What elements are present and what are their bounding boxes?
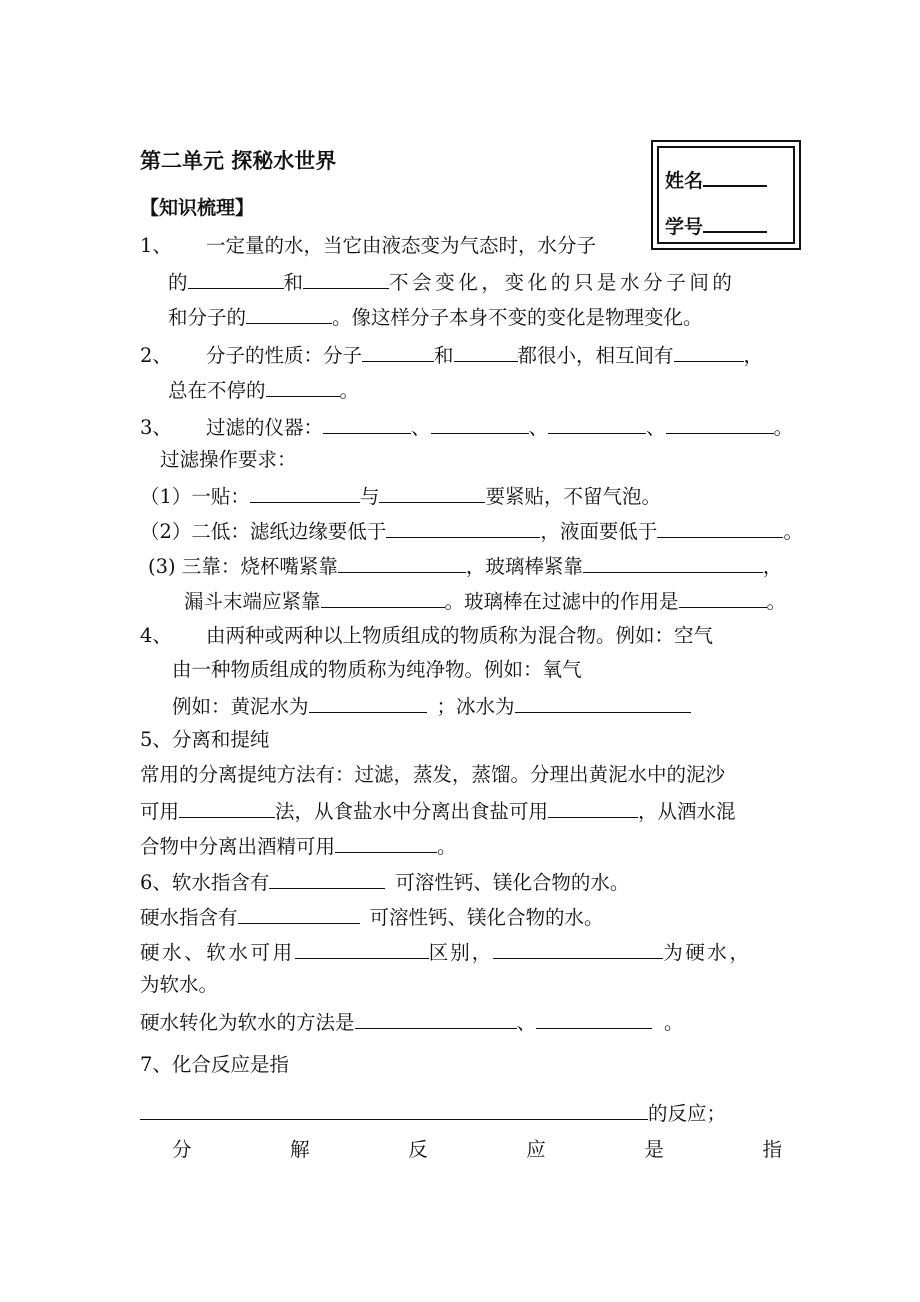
blank[interactable] — [379, 482, 485, 503]
text: 为硬水， — [663, 941, 752, 964]
text: 可溶性钙、镁化合物的水。 — [395, 871, 630, 894]
text: 应 — [526, 1138, 546, 1161]
text: 区别， — [428, 941, 494, 964]
blank[interactable] — [454, 341, 518, 362]
text: 反 — [408, 1138, 428, 1161]
blank[interactable] — [323, 413, 411, 434]
text: 可溶性钙、镁化合物的水。 — [369, 906, 604, 929]
text: 是 — [644, 1138, 664, 1161]
item-number: 2、 — [140, 344, 172, 367]
text: 、 — [646, 416, 666, 439]
text: 硬水转化为软水的方法是 — [140, 1011, 355, 1034]
text: 硬水、软水可用 — [140, 941, 295, 964]
filter-rule-3 — [148, 552, 782, 578]
item-2-line-2 — [168, 376, 359, 402]
text: 。玻璃棒在过滤中的作用是 — [444, 590, 679, 613]
text: 法，从食盐水中分离出食盐可用 — [275, 800, 549, 823]
blank[interactable] — [536, 1008, 652, 1029]
item-7-line-2 — [172, 1137, 782, 1163]
text: 、 — [516, 1011, 537, 1034]
blank[interactable] — [548, 413, 646, 434]
blank[interactable] — [362, 341, 434, 362]
item-6-line-3 — [140, 938, 752, 964]
id-blank[interactable] — [703, 212, 767, 233]
text: 。 — [664, 1011, 684, 1034]
page-title: 第二单元 探秘水世界 — [140, 149, 337, 173]
text: 例如：黄泥水为 — [172, 695, 309, 718]
text: 由两种或两种以上物质组成的物质称为混合物。例如：空气 — [206, 624, 714, 647]
blank[interactable] — [179, 797, 275, 818]
text: 。 — [437, 835, 457, 858]
text: 分 — [172, 1138, 192, 1161]
blank[interactable] — [338, 552, 466, 573]
item-1-line-2 — [168, 268, 780, 294]
blank[interactable] — [493, 938, 663, 959]
blank[interactable] — [266, 376, 340, 397]
filter-rule-1 — [140, 482, 661, 508]
item-5-line-2 — [140, 797, 736, 823]
item-7-heading: 7、化合反应是指 — [140, 1053, 289, 1076]
item-5-heading: 5、分离和提纯 — [140, 728, 270, 751]
text: 和 — [434, 344, 454, 367]
item-number: 3、 — [140, 416, 172, 439]
filter-requirements: 过滤操作要求： — [160, 448, 297, 471]
id-label: 学号 — [665, 216, 704, 238]
text: 漏斗末端应紧靠 — [184, 590, 321, 613]
item-6-line-5 — [140, 1008, 684, 1034]
text: 。像这样分子本身不变的变化是物理变化。 — [332, 306, 703, 329]
blank[interactable] — [355, 1008, 517, 1029]
item-1-line-3 — [168, 303, 703, 329]
text: 、 — [528, 416, 549, 439]
text: 。 — [766, 590, 787, 613]
text: 都很小，相互间有 — [517, 344, 674, 367]
text: 不会变化，变化的只是水分子间的 — [389, 271, 736, 294]
text: （1）一贴： — [140, 485, 250, 508]
item-5-line-3 — [140, 832, 457, 858]
blank[interactable] — [309, 692, 427, 713]
id-row — [665, 212, 767, 239]
text: 解 — [290, 1138, 310, 1161]
blank[interactable] — [515, 692, 691, 713]
name-id-box — [651, 140, 801, 250]
item-6-line-1 — [140, 868, 629, 894]
item-number: 1、 — [140, 234, 172, 257]
text: 与 — [359, 485, 380, 508]
filter-rule-2 — [140, 517, 803, 543]
item-1-line-1 — [140, 233, 596, 259]
text: 合物中分离出酒精可用 — [140, 835, 336, 858]
item-7-line-1 — [140, 1099, 726, 1125]
blank[interactable] — [431, 413, 529, 434]
blank[interactable] — [548, 797, 638, 818]
text: 的反应； — [648, 1102, 727, 1125]
blank[interactable] — [674, 341, 744, 362]
blank[interactable] — [188, 268, 284, 289]
blank[interactable] — [303, 268, 389, 289]
text: ，玻璃棒紧靠 — [465, 555, 583, 578]
blank[interactable] — [657, 517, 783, 538]
name-label: 姓名 — [665, 170, 704, 192]
text: 的 — [168, 271, 188, 294]
text: 、 — [411, 416, 431, 439]
blank[interactable] — [386, 517, 540, 538]
text: 硬水指含有 — [140, 906, 238, 929]
text: ，液面要低于 — [540, 520, 658, 543]
text: 和分子的 — [168, 306, 247, 329]
blank[interactable] — [679, 587, 767, 608]
item-4-line-1 — [140, 623, 713, 649]
item-3-line-1 — [140, 413, 793, 439]
item-5-line-1: 常用的分离提纯方法有：过滤，蒸发，蒸馏。分理出黄泥水中的泥沙 — [140, 763, 726, 786]
name-blank[interactable] — [703, 166, 767, 187]
text: ， — [743, 344, 764, 367]
blank[interactable] — [140, 1099, 648, 1120]
blank[interactable] — [250, 482, 360, 503]
item-6-line-2 — [140, 903, 604, 929]
text: ， — [762, 555, 783, 578]
blank[interactable] — [238, 903, 360, 924]
blank[interactable] — [335, 832, 437, 853]
text: 总在不停的 — [168, 379, 266, 402]
blank[interactable] — [246, 303, 332, 324]
blank[interactable] — [295, 938, 429, 959]
text: 和 — [283, 271, 304, 294]
text: 。 — [773, 416, 794, 439]
text: （2）二低：滤纸边缘要低于 — [140, 520, 387, 543]
blank[interactable] — [269, 868, 385, 889]
text: 分子的性质：分子 — [206, 344, 363, 367]
item-4-line-2: 由一种物质组成的物质称为纯净物。例如：氧气 — [172, 658, 582, 681]
blank[interactable] — [666, 413, 774, 434]
text: 过滤的仪器： — [206, 416, 324, 439]
item-number: 4、 — [140, 624, 172, 647]
text: ；冰水为 — [436, 695, 515, 718]
blank[interactable] — [583, 552, 763, 573]
text: 。 — [339, 379, 360, 402]
text: 要紧贴，不留气泡。 — [485, 485, 661, 508]
blank[interactable] — [321, 587, 445, 608]
text: 可用 — [140, 800, 180, 823]
text: 6、软水指含有 — [140, 871, 270, 894]
text: 一定量的水，当它由液态变为气态时，水分子 — [206, 234, 597, 257]
text: 。 — [783, 520, 803, 543]
text: ，从酒水混 — [638, 800, 736, 823]
section-heading: 【知识梳理】 — [140, 197, 255, 219]
text: 指 — [762, 1138, 782, 1161]
item-2-line-1 — [140, 341, 763, 367]
item-6-line-4: 为软水。 — [140, 973, 219, 996]
item-4-line-3 — [172, 692, 691, 718]
filter-rule-3-cont — [184, 587, 786, 613]
text: (3) 三靠：烧杯嘴紧靠 — [148, 555, 338, 578]
name-row — [665, 166, 767, 193]
